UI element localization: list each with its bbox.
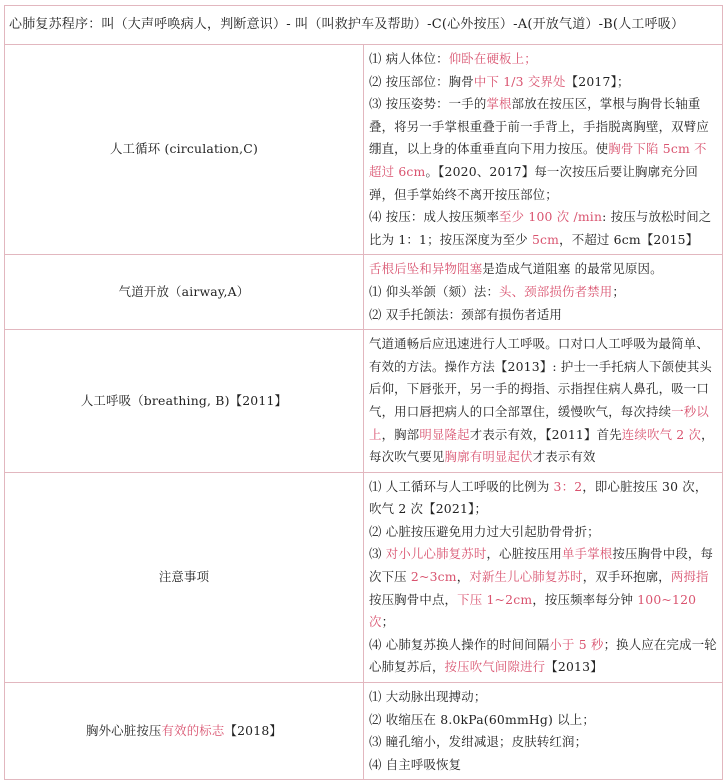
content-line bbox=[369, 634, 718, 679]
table-row bbox=[5, 330, 723, 473]
text-segment: ⑶ 瞳孔缩小，发绀减退；皮肤转红润； bbox=[369, 734, 588, 750]
text-segment: 【2018】 bbox=[224, 722, 282, 738]
text-segment: ⑴ 仰头举颌（颏）法： bbox=[369, 283, 500, 299]
highlight-text: 一秒以上 bbox=[369, 403, 709, 442]
highlight-text: 至少 100 次 /min bbox=[499, 209, 603, 225]
text-segment: 部放在按压区，掌根与胸骨长轴重叠，将另一手掌根重叠于前一手背上，手指脱离胸壁，双臂应绷直，以上身的体重垂直向下用力按压。使 bbox=[369, 96, 709, 157]
highlight-text: 两拇指 bbox=[670, 569, 709, 585]
row-content-precautions bbox=[364, 472, 723, 682]
table-row bbox=[5, 683, 723, 780]
row-label-airway: 气道开放（airway,A） bbox=[5, 255, 364, 330]
text-segment: ⑷ 自主呼吸恢复 bbox=[369, 756, 462, 772]
text-segment: 气道通畅后应迅速进行人工呼吸。口对口人工呼吸为最简单、有效的方法。操作方法【2013】: 护士一手托病人下颌使其头后仰，下唇张开，另一手的拇指、示指捏住病人鼻孔，吸一口气，用口唇把病人的口全部罩住，缓慢吹气，每次持续 bbox=[369, 336, 713, 419]
highlight-text: 对新生儿心肺复苏时 bbox=[469, 569, 583, 585]
text-segment: ⑵ 收缩压在 8.0kPa(60mmHg) 以上； bbox=[369, 711, 595, 727]
highlight-text: 100~120 次 bbox=[369, 591, 697, 630]
table-row bbox=[5, 255, 723, 330]
text-segment: ⑵ 双手托颌法：颈部有损伤者适用 bbox=[369, 306, 562, 322]
table-row bbox=[5, 472, 723, 682]
row-label-precautions: 注意事项 bbox=[5, 472, 364, 682]
content-line bbox=[369, 281, 718, 304]
highlight-text: 有效的标志 bbox=[161, 722, 225, 738]
highlight-text: 按压吹气间隙进行 bbox=[444, 659, 546, 675]
highlight-text: 下压 1~2cm bbox=[457, 591, 533, 607]
highlight-text: 掌根 bbox=[486, 96, 512, 112]
row-label-breathing: 人工呼吸（breathing, B)【2011】 bbox=[5, 330, 364, 473]
highlight-text: 2~3cm bbox=[410, 569, 457, 585]
content-line bbox=[369, 71, 718, 94]
text-segment: ； bbox=[381, 614, 395, 630]
content-line bbox=[369, 258, 718, 281]
text-segment: ⑵ 按压部位：胸骨 bbox=[369, 73, 474, 89]
highlight-text: 胸骨下陷 5cm 不超过 6cm bbox=[369, 141, 707, 179]
content-line bbox=[369, 476, 718, 521]
highlight-text: 胸廓有明显起伏 bbox=[444, 449, 533, 465]
row-label-effective-signs bbox=[5, 683, 364, 780]
content-line bbox=[369, 731, 718, 754]
text-segment: ，按压频率每分钟 bbox=[532, 591, 638, 607]
highlight-text: 中下 1/3 交界处 bbox=[473, 73, 566, 89]
text-segment: ，双手环抱廓， bbox=[582, 569, 671, 585]
content-line bbox=[369, 93, 718, 206]
text-segment: ； bbox=[612, 283, 625, 299]
content-line bbox=[369, 48, 718, 71]
highlight-text: 舌根后坠和异物阻塞 bbox=[369, 261, 483, 277]
content-line bbox=[369, 709, 718, 732]
content-line bbox=[369, 304, 718, 327]
text-segment: 按压胸骨中段，每次下压 bbox=[369, 546, 714, 585]
row-content-effective-signs bbox=[364, 683, 723, 780]
content-line bbox=[369, 206, 718, 251]
text-segment: ，每次吹气要见 bbox=[369, 426, 714, 465]
content-line bbox=[369, 686, 718, 709]
text-segment: 才表示有效 bbox=[532, 449, 596, 465]
row-content-circulation bbox=[364, 45, 723, 255]
row-content-airway bbox=[364, 255, 723, 330]
text-segment: ，即心脏按压 30 次，吹气 2 次【2021】； bbox=[369, 478, 708, 517]
cpr-procedure-table bbox=[4, 5, 723, 780]
text-segment: ；换人应在完成一轮心肺复苏后， bbox=[369, 636, 717, 675]
text-segment: ，心脏按压用 bbox=[486, 546, 563, 562]
text-segment: ，胸部 bbox=[381, 426, 420, 442]
text-segment: ⑶ bbox=[369, 546, 386, 562]
text-segment: ， bbox=[456, 569, 470, 585]
text-segment: ⑷ 心肺复苏换人操作的时间间隔 bbox=[369, 636, 550, 652]
content-line bbox=[369, 333, 718, 469]
text-segment: ⑵ 心脏按压避免用力过大引起肋骨骨折； bbox=[369, 523, 600, 539]
text-segment: ⑶ 按压姿势：一手的 bbox=[369, 96, 487, 112]
highlight-text: 头、颈部损伤者禁用 bbox=[499, 283, 613, 299]
highlight-text: 对小儿心肺复苏时 bbox=[385, 546, 487, 562]
highlight-text: 3：2 bbox=[553, 478, 583, 494]
highlight-text: 5cm bbox=[531, 231, 560, 247]
text-segment: : 按压与放松时间之比为 1：1；按压深度为至少 bbox=[369, 209, 712, 247]
text-segment: ⑷ 按压：成人按压频率 bbox=[369, 209, 500, 225]
text-segment: ⑴ 大动脉出现搏动； bbox=[369, 689, 487, 705]
text-segment: 胸外心脏按压 bbox=[85, 722, 162, 738]
content-line bbox=[369, 521, 718, 544]
text-segment: 是造成气道阻塞 的最常见原因。 bbox=[482, 261, 663, 277]
highlight-text: 明显隆起 bbox=[419, 426, 470, 442]
highlight-text: 仰卧在硬板上； bbox=[448, 51, 537, 66]
content-line bbox=[369, 754, 718, 777]
text-segment: ，不超过 6cm【2015】 bbox=[559, 231, 699, 247]
row-label-circulation: 人工循环 (circulation,C) bbox=[5, 45, 364, 255]
content-line bbox=[369, 543, 718, 633]
highlight-text: 连续吹气 2 次 bbox=[621, 426, 702, 442]
text-segment: ⑴ 病人体位： bbox=[369, 51, 449, 66]
table-row bbox=[5, 45, 723, 255]
row-content-breathing bbox=[364, 330, 723, 473]
text-segment: 【2017】； bbox=[565, 73, 630, 89]
table-title: 心肺复苏程序：叫（大声呼唤病人，判断意识）- 叫（叫救护车及帮助）-C(心外按压）-A(开放气道）-B(人工呼吸） bbox=[5, 6, 723, 45]
text-segment: 才表示有效，【2011】首先 bbox=[469, 426, 622, 442]
table-header-row bbox=[5, 6, 723, 45]
highlight-text: 单手掌根 bbox=[562, 546, 613, 562]
text-segment: 。【2020、2017】每一次按压后要让胸廓充分回弹，但手掌始终不离开按压部位； bbox=[369, 163, 699, 202]
text-segment: 【2013】 bbox=[545, 659, 603, 675]
highlight-text: 小于 5 秒 bbox=[549, 636, 604, 652]
text-segment: ⑴ 人工循环与人工呼吸的比例为 bbox=[369, 478, 554, 494]
text-segment: 按压胸骨中点， bbox=[369, 591, 458, 607]
